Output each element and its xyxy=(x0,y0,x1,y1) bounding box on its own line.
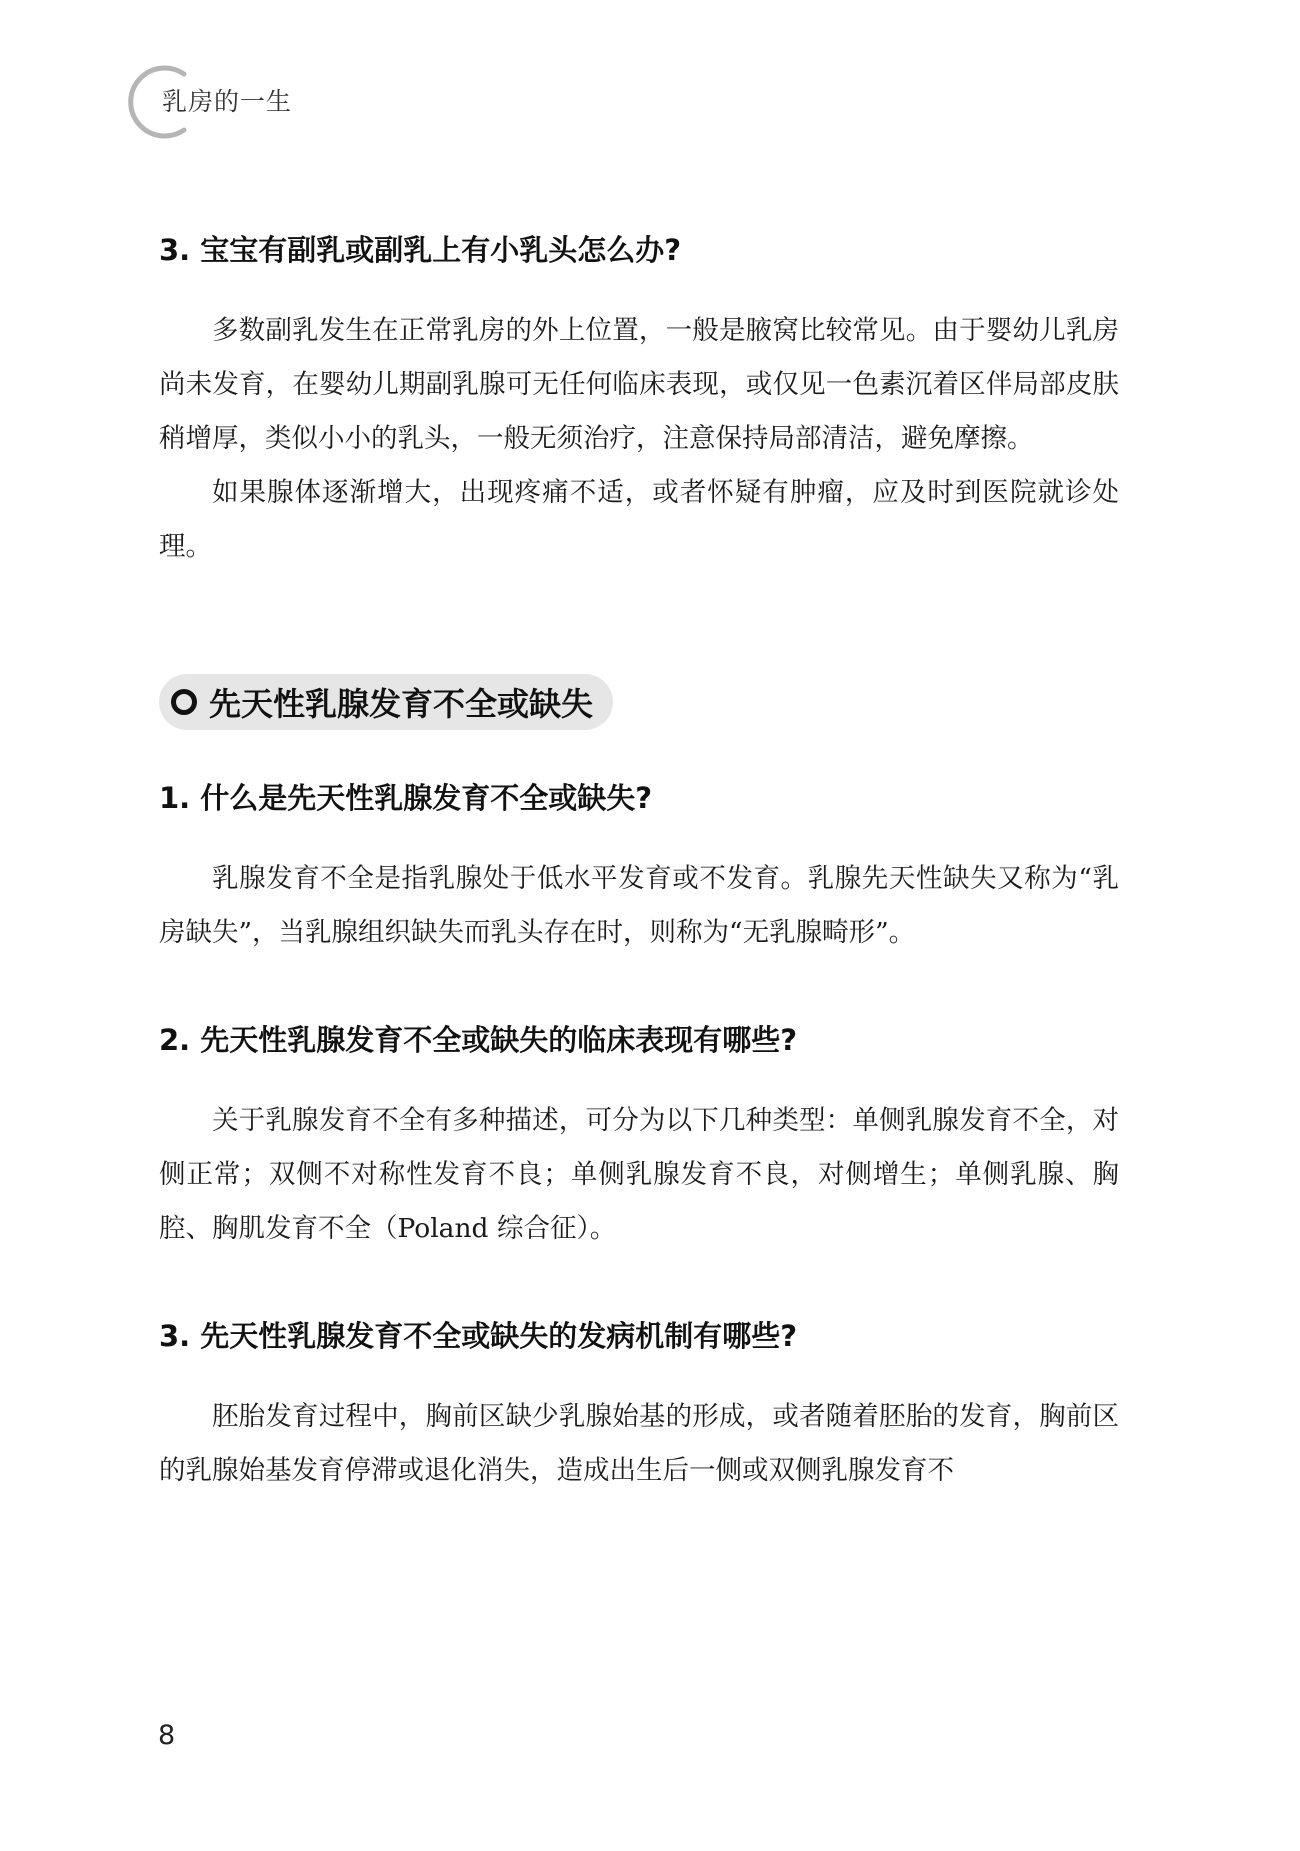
section-heading-wrap xyxy=(159,674,1119,730)
question-heading: 3. 宝宝有副乳或副乳上有小乳头怎么办? xyxy=(159,233,682,267)
question-heading: 2. 先天性乳腺发育不全或缺失的临床表现有哪些? xyxy=(159,1023,798,1057)
page-content xyxy=(159,230,1119,1498)
question-heading: 3. 先天性乳腺发育不全或缺失的发病机制有哪些? xyxy=(159,1319,798,1353)
paragraph: 多数副乳发生在正常乳房的外上位置，一般是腋窝比较常见。由于婴幼儿乳房尚未发育，在婴幼儿期副乳腺可无任何临床表现，或仅见一色素沉着区伴局部皮肤稍增厚，类似小小的乳头，一般无须治疗，注意保持局部清洁，避免摩擦。 xyxy=(159,315,1119,454)
paragraph: 如果腺体逐渐增大，出现疼痛不适，或者怀疑有肿瘤，应及时到医院就诊处理。 xyxy=(159,477,1119,562)
question-heading: 1. 什么是先天性乳腺发育不全或缺失? xyxy=(159,781,653,815)
ring-bullet-icon xyxy=(171,689,197,715)
paragraph: 胚胎发育过程中，胸前区缺少乳腺始基的形成，或者随着胚胎的发育，胸前区的乳腺始基发育停滞或退化消失，造成出生后一侧或双侧乳腺发育不 xyxy=(159,1401,1119,1486)
paragraph: 关于乳腺发育不全有多种描述，可分为以下几种类型：单侧乳腺发育不全，对侧正常；双侧不对称性发育不良；单侧乳腺发育不良，对侧增生；单侧乳腺、胸腔、胸肌发育不全（Poland 综合征）。 xyxy=(159,1105,1119,1244)
section-title: 先天性乳腺发育不全或缺失 xyxy=(209,685,594,723)
section-heading xyxy=(159,674,613,730)
page-number: 8 xyxy=(158,1720,176,1751)
paragraph: 乳腺发育不全是指乳腺处于低水平发育或不发育。乳腺先天性缺失又称为“乳房缺失”，当乳腺组织缺失而乳头存在时，则称为“无乳腺畸形”。 xyxy=(159,863,1119,948)
running-header xyxy=(122,62,382,142)
running-title: 乳房的一生 xyxy=(162,87,293,116)
